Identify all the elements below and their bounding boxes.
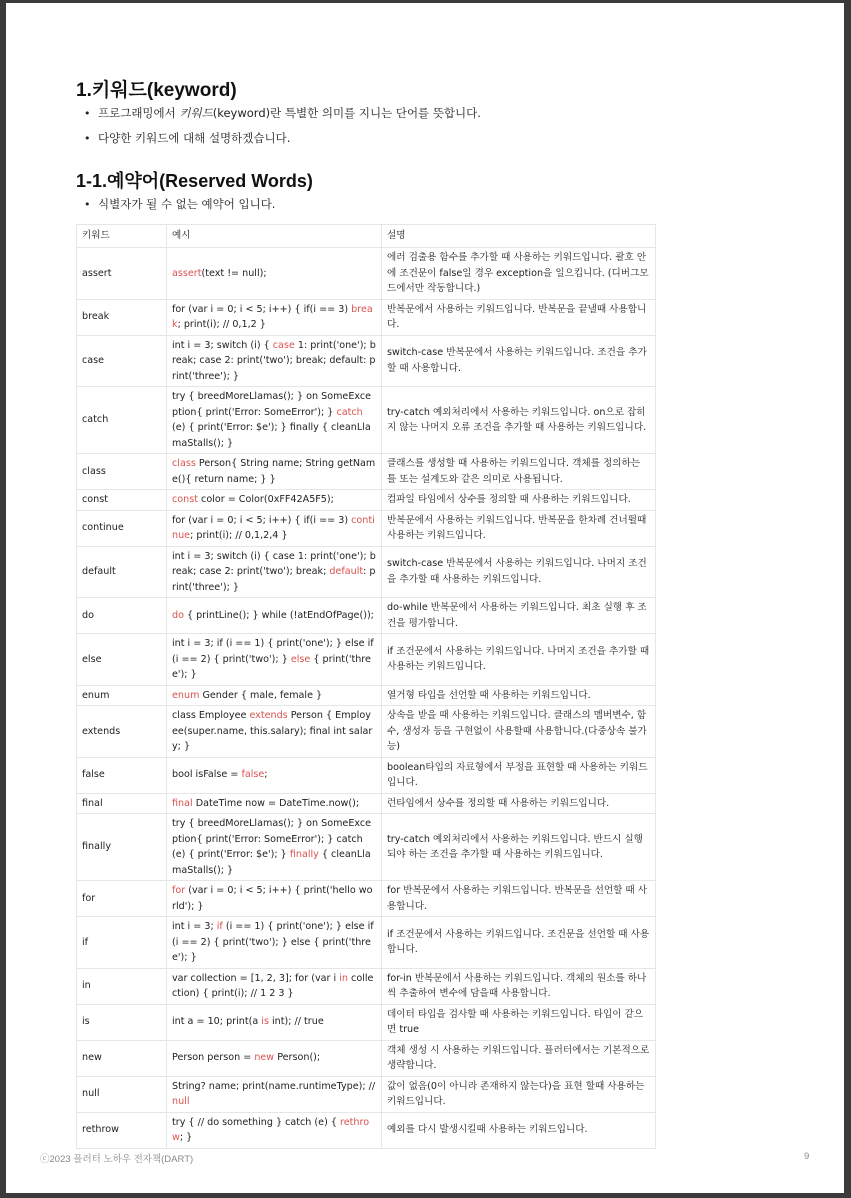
cell-example [167,1076,382,1112]
cell-description: if 조건문에서 사용하는 키워드입니다. 나머지 조건을 추가할 때 사용하는 키워드입니다. [382,634,656,686]
code-keyword: extends [249,710,288,721]
code-keyword: continue [172,514,375,541]
code-keyword: catch [336,406,363,418]
cell-keyword: final [77,793,167,814]
cell-example [167,1040,382,1076]
cell-description: 값이 없음(0이 아니라 존재하지 않는다)을 표현 할때 사용하는 키워드입니다. [382,1076,656,1112]
table-row [77,490,656,511]
bullet-text-pre: 프로그래밍에서 [98,106,180,120]
code-keyword: rethrow [172,1116,370,1143]
table-row [77,1076,656,1112]
cell-keyword: in [77,968,167,1004]
code-text: int i = 3; switch (i) { [172,339,273,351]
code-text: int i = 3; switch (i) { case 1: print('one'); break; case 2: print('two'); break; [172,550,376,577]
header-example: 예시 [167,225,382,248]
code-text: try { breedMoreLlamas(); } on SomeException{ print('Error: SomeError'); } catch (e) { print('Error: $e'); } [172,818,372,860]
code-text: (var i = 0; i < 5; i++) { print('hello world'); } [172,885,373,912]
cell-description: 에러 검출용 함수를 추가할 때 사용하는 키워드입니다. 괄호 안에 조건문이 false일 경우 exception을 일으킵니다. (디버그모드에서만 작동합니다.) [382,248,656,300]
cell-keyword: for [77,881,167,917]
code-keyword: for [172,885,186,896]
table-row [77,335,656,387]
code-text: int i = 3; [172,921,217,932]
cell-description: 클래스를 생성할 때 사용하는 키워드입니다. 객체를 정의하는 틀 또는 설계도와 같은 의미로 사용됩니다. [382,454,656,490]
cell-description: 열거형 타입을 선언할 때 사용하는 키워드입니다. [382,685,656,706]
table-row [77,814,656,881]
cell-example [167,814,382,881]
cell-keyword: default [77,546,167,598]
code-text: int); // true [268,1016,324,1028]
code-text: collection) { print(i); // 1 2 3 } [172,972,374,999]
cell-description: 런타임에서 상수를 정의할 때 사용하는 키워드입니다. [382,793,656,814]
bullet-text-emphasis: 키워드 [179,106,213,120]
reserved-words-table [76,224,656,1149]
table-row [77,706,656,758]
code-keyword: default [329,566,364,577]
table-row [77,757,656,793]
table-row [77,917,656,969]
table-body [77,248,656,1149]
cell-description: if 조건문에서 사용하는 키워드입니다. 조건문을 선언할 때 사용합니다. [382,917,656,969]
code-keyword: class [172,458,196,469]
code-keyword: if [216,921,223,932]
cell-description: 예외를 다시 발생시킬때 사용하는 키워드입니다. [382,1112,656,1148]
code-keyword: do [172,609,184,621]
code-keyword: final [172,797,193,809]
cell-example [167,793,382,814]
table-row [77,510,656,546]
code-keyword: is [261,1016,269,1028]
code-text: ; [264,769,268,781]
table-row [77,248,656,300]
table-row [77,1004,656,1040]
cell-description: do-while 반복문에서 사용하는 키워드입니다. 최초 실행 후 조건을 평가합니다. [382,598,656,634]
cell-example [167,685,382,706]
code-keyword: finally [289,849,319,860]
cell-keyword: do [77,598,167,634]
code-text: for (var i = 0; i < 5; i++) { if(i == 3) [172,303,352,315]
cell-example [167,510,382,546]
code-text: (text != null); [201,267,267,279]
code-keyword: const [172,494,198,505]
cell-example [167,387,382,454]
cell-keyword: continue [77,510,167,546]
code-text: (i == 1) { print('one'); } else if (i == 2) { print('two'); } else { print('three'); } [172,921,374,963]
table-row [77,634,656,686]
cell-example [167,881,382,917]
cell-keyword: finally [77,814,167,881]
cell-description: switch-case 반복문에서 사용하는 키워드입니다. 나머지 조건을 추가할 때 사용하는 키워드입니다. [382,546,656,598]
header-description: 설명 [382,225,656,248]
bullet-text-post: (keyword)란 특별한 의미를 지니는 단어를 뜻합니다. [212,106,481,120]
cell-description: try-catch 예외처리에서 사용하는 키워드입니다. on으로 잡히지 않는 나머지 오류 조건을 추가할 때 사용하는 키워드입니다. [382,387,656,454]
code-text: String? name; print(name.runtimeType); // [172,1080,376,1092]
code-keyword: in [339,972,348,984]
code-text: { cleanLlamaStalls(); } [172,849,371,876]
code-text: (e) { print('Error: $e'); } finally { cleanLlamaStalls(); } [172,422,371,449]
cell-keyword: break [77,299,167,335]
code-keyword: null [172,1096,190,1107]
code-text: color = Color(0xFF42A5F5); [198,494,334,505]
cell-example [167,299,382,335]
cell-description: 컴파일 타임에서 상수를 정의할 때 사용하는 키워드입니다. [382,490,656,511]
code-keyword: break [172,303,373,330]
code-text: Gender { male, female } [199,689,323,701]
code-text: ; } [179,1132,193,1143]
cell-example [167,706,382,758]
cell-keyword: catch [77,387,167,454]
table-row [77,598,656,634]
code-text: ; print(i); // 0,1,2 } [177,319,266,330]
table-row [77,1112,656,1148]
intro-bullet-list [76,101,481,151]
table-row [77,299,656,335]
cell-keyword: if [77,917,167,969]
intro-bullet-definition [76,101,481,126]
cell-example [167,968,382,1004]
reserved-bullet: • 식별자가 될 수 없는 예약어 입니다. [76,192,275,217]
code-text: int i = 3; if (i == 1) { print('one'); } else if (i == 2) { print('two'); } [172,638,374,665]
table-row [77,546,656,598]
code-text: DateTime now = DateTime.now(); [192,797,360,809]
cell-description: for 반복문에서 사용하는 키워드입니다. 반복문을 선언할 때 사용합니다. [382,881,656,917]
cell-keyword: null [77,1076,167,1112]
code-text: try { breedMoreLlamas(); } on SomeException{ print('Error: SomeError'); } [172,391,372,418]
cell-description: 데이터 타입을 검사할 때 사용하는 키워드입니다. 타입이 같으면 true [382,1004,656,1040]
table-row [77,454,656,490]
table-row [77,685,656,706]
cell-example [167,546,382,598]
cell-keyword: is [77,1004,167,1040]
cell-description: try-catch 예외처리에서 사용하는 키워드입니다. 반드시 실행되야 하는 조건을 추가할 때 사용하는 키워드입니다. [382,814,656,881]
table-header-row [77,225,656,248]
cell-keyword: rethrow [77,1112,167,1148]
table-row [77,1040,656,1076]
table-row [77,968,656,1004]
code-text: class Employee [172,710,250,721]
code-text: 1: print('one'); break; case 2: print('two'); break; default: print('three'); } [172,339,376,382]
cell-keyword: case [77,335,167,387]
code-text: { printLine(); } while (!atEndOfPage()); [183,609,374,621]
cell-description: for-in 반복문에서 사용하는 키워드입니다. 객체의 원소를 하나씩 추출하여 변수에 담을때 사용합니다. [382,968,656,1004]
section-title-reserved-words: 1-1.예약어(Reserved Words) [76,171,313,191]
code-keyword: else [290,653,311,665]
code-keyword: assert [172,267,202,279]
code-keyword: false [241,769,265,781]
cell-example [167,757,382,793]
cell-description: 상속을 받을 때 사용하는 키워드입니다. 클래스의 멤버변수, 함수, 생성자 등을 구현없이 사용할때 사용합니다.(다중상속 불가능) [382,706,656,758]
table-row [77,881,656,917]
cell-example [167,917,382,969]
code-text: Person { Employee(super.name, this.salary); final int salary; } [172,710,373,752]
cell-keyword: false [77,757,167,793]
code-text: { print('three'); } [172,653,371,680]
cell-example [167,490,382,511]
code-keyword: new [254,1052,275,1064]
code-text: int a = 10; print(a [172,1016,262,1028]
cell-example [167,1112,382,1148]
cell-example [167,634,382,686]
page-number: 9 [804,1151,810,1162]
cell-example [167,598,382,634]
cell-description: 반복문에서 사용하는 키워드입니다. 반복문을 한차례 건너뛸때 사용하는 키워드입니다. [382,510,656,546]
code-text: try { // do something } catch (e) { [172,1116,341,1128]
code-text: bool isFalse = [172,769,242,781]
code-text: ; print(i); // 0,1,2,4 } [190,530,288,541]
cell-example [167,335,382,387]
cell-example [167,454,382,490]
cell-keyword: new [77,1040,167,1076]
cell-keyword: extends [77,706,167,758]
code-text: for (var i = 0; i < 5; i++) { if(i == 3) [172,514,352,526]
cell-description: 반복문에서 사용하는 키워드입니다. 반복문을 끝낼때 사용합니다. [382,299,656,335]
cell-keyword: else [77,634,167,686]
code-keyword: enum [172,689,200,701]
cell-keyword: assert [77,248,167,300]
section-title-keyword: 1.키워드(keyword) [76,80,237,101]
code-text: Person person = [172,1052,255,1064]
code-text: Person(); [274,1052,321,1064]
table-row [77,387,656,454]
table-row [77,793,656,814]
code-text: var collection = [1, 2, 3]; for (var i [172,972,340,984]
document-page [6,3,844,1193]
cell-keyword: const [77,490,167,511]
code-keyword: case [272,339,295,351]
code-text: Person{ String name; String getName(){ return name; } } [172,458,376,485]
cell-example [167,248,382,300]
cell-description: boolean타입의 자료형에서 부정을 표현할 때 사용하는 키워드입니다. [382,757,656,793]
reserved-bullet-list [76,192,275,217]
code-text: : print('three'); } [172,566,376,593]
intro-bullet-description: • 다양한 키워드에 대해 설명하겠습니다. [76,126,481,151]
cell-keyword: class [77,454,167,490]
cell-keyword: enum [77,685,167,706]
footer-copyright: ⓒ2023 플러터 노하우 전자책(DART) [40,1154,194,1165]
header-keyword: 키워드 [77,225,167,248]
cell-description: 객체 생성 시 사용하는 키워드입니다. 플러터에서는 기본적으로 생략합니다. [382,1040,656,1076]
cell-description: switch-case 반복문에서 사용하는 키워드입니다. 조건을 추가할 때 사용합니다. [382,335,656,387]
cell-example [167,1004,382,1040]
